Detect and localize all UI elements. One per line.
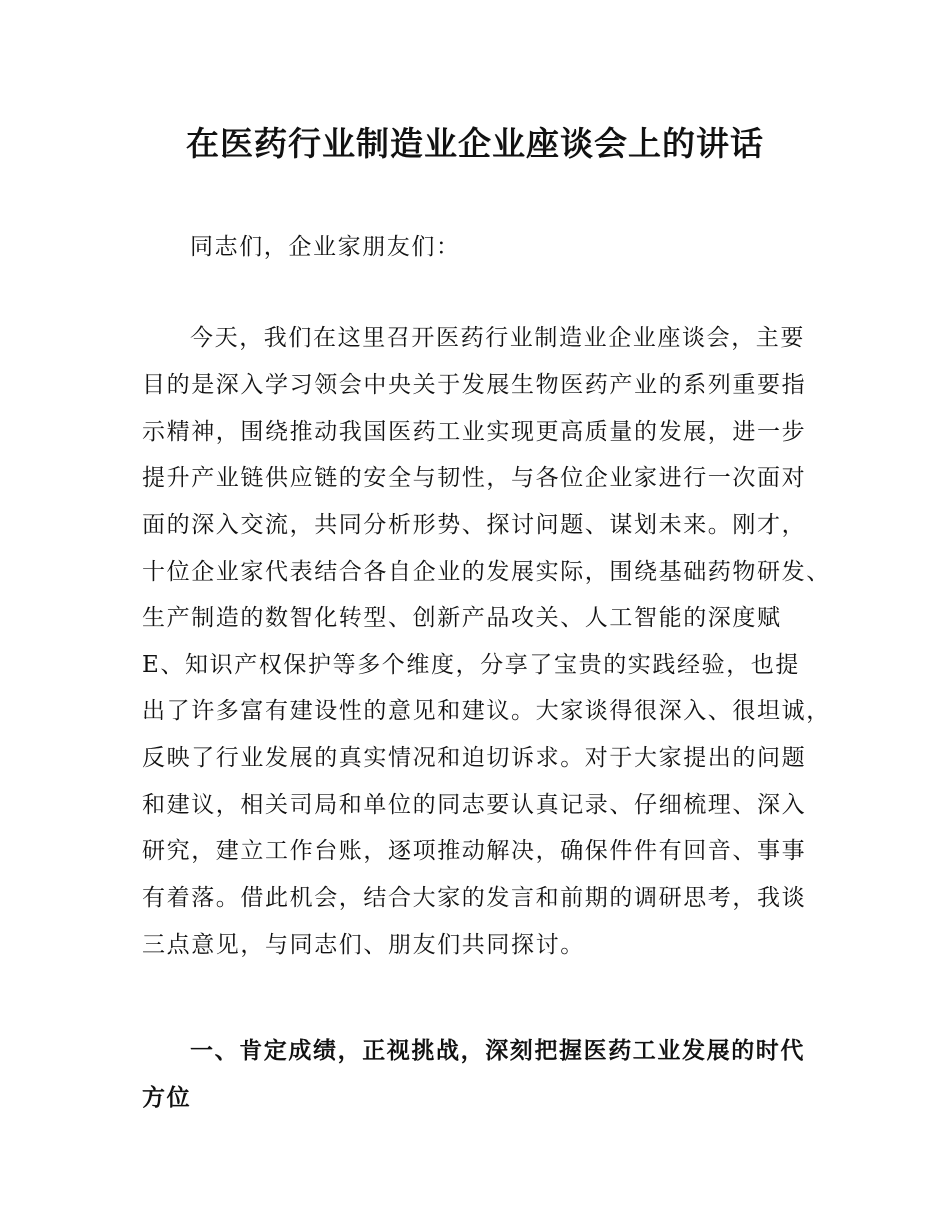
greeting: 同志们，企业家朋友们： [190,234,461,260]
paragraph-line: E、知识产权保护等多个维度，分享了宝贵的实践经验，也提 [142,652,800,678]
document-title: 在医药行业制造业企业座谈会上的讲话 [186,124,764,163]
paragraph-line: 反映了行业发展的真实情况和迫切诉求。对于大家提出的问题 [142,745,807,771]
paragraph-line: 研究，建立工作台账，逐项推动解决，确保件件有回音、事事 [142,838,807,864]
paragraph-line: 和建议，相关司局和单位的同志要认真记录、仔细梳理、深入 [142,792,807,818]
paragraph-line: 出了许多富有建设性的意见和建议。大家谈得很深入、很坦诚， [142,698,831,724]
paragraph-line: 生产制造的数智化转型、创新产品攻关、人工智能的深度赋 [142,605,782,631]
heading-line: 方位 [142,1085,192,1111]
paragraph-line: 有着落。借此机会，结合大家的发言和前期的调研思考，我谈 [142,885,807,911]
paragraph-line: 今天，我们在这里召开医药行业制造业企业座谈会，主要 [190,325,805,351]
heading-line: 一、肯定成绩，正视挑战，深刻把握医药工业发展的时代 [190,1038,805,1064]
paragraph-line: 面的深入交流，共同分析形势、探讨问题、谋划未来。刚才， [142,512,807,538]
paragraph-line: 示精神，围绕推动我国医药工业实现更高质量的发展，进一步 [142,419,807,445]
paragraph-line: 三点意见，与同志们、朋友们共同探讨。 [142,932,585,958]
paragraph-line: 目的是深入学习领会中央关于发展生物医药产业的系列重要指 [142,372,807,398]
paragraph-line: 提升产业链供应链的安全与韧性，与各位企业家进行一次面对 [142,465,807,491]
paragraph-line: 十位企业家代表结合各自企业的发展实际，围绕基础药物研发、 [142,559,831,585]
